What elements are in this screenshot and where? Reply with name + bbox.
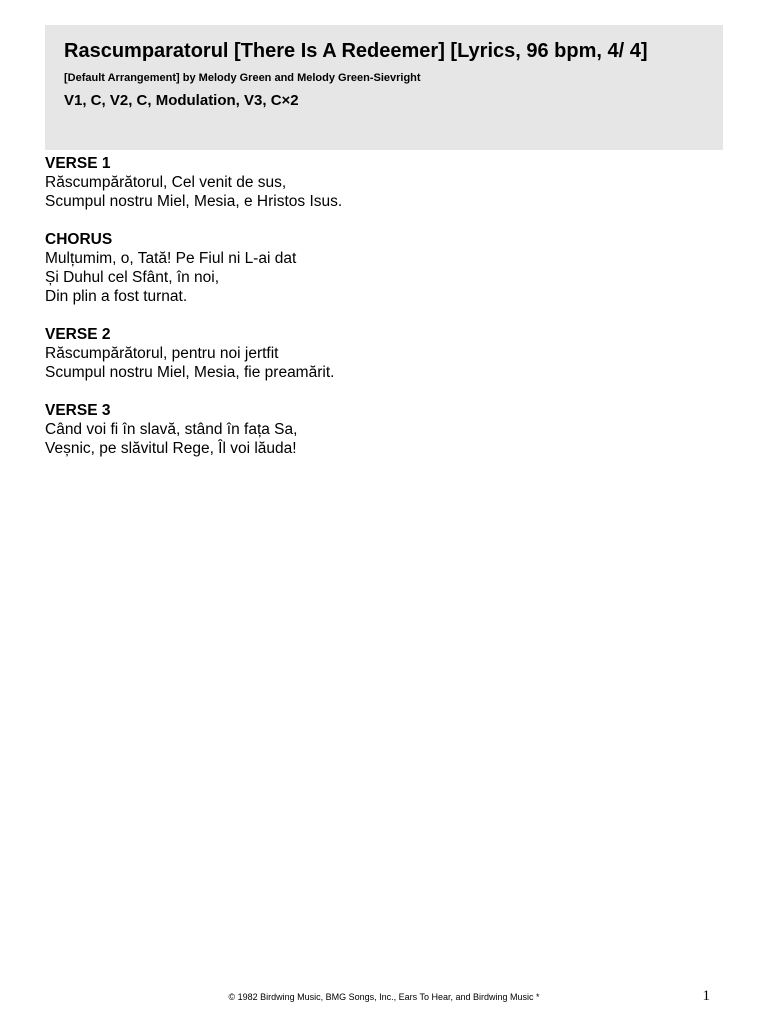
section-label: CHORUS (45, 231, 113, 248)
lyric-line: Scumpul nostru Miel, Mesia, fie preamărit. (45, 364, 335, 381)
lyric-line: Scumpul nostru Miel, Mesia, e Hristos Isus. (45, 193, 343, 210)
song-header (45, 25, 723, 150)
lyric-line: Din plin a fost turnat. (45, 288, 188, 305)
section-label: VERSE 2 (45, 326, 111, 343)
section-verse-2 (45, 325, 725, 382)
section-label: VERSE 1 (45, 155, 111, 172)
lyric-line: Răscumpărătorul, Cel venit de sus, (45, 174, 287, 191)
lyric-line: Răscumpărătorul, pentru noi jertfit (45, 345, 279, 362)
lyric-line: Mulțumim, o, Tată! Pe Fiul ni L-ai dat (45, 250, 297, 267)
lyric-line: Și Duhul cel Sfânt, în noi, (45, 269, 220, 286)
copyright-notice: © 1982 Birdwing Music, BMG Songs, Inc., Ears To Hear, and Birdwing Music * (228, 992, 540, 1002)
section-label: VERSE 3 (45, 402, 111, 419)
lyric-line: Veșnic, pe slăvitul Rege, Îl voi lăuda! (45, 440, 297, 457)
section-verse-1 (45, 154, 725, 211)
section-verse-3 (45, 401, 725, 458)
song-title: Rascumparatorul [There Is A Redeemer] [Lyrics, 96 bpm, 4/ 4] (64, 40, 648, 62)
section-chorus (45, 230, 725, 306)
lyrics-body (45, 154, 725, 477)
lyric-line: Când voi fi în slavă, stând în fața Sa, (45, 421, 298, 438)
page-number: 1 (702, 988, 710, 1004)
arrangement-credits: [Default Arrangement] by Melody Green and Melody Green-Sievright (64, 72, 421, 84)
song-sequence: V1, C, V2, C, Modulation, V3, C×2 (64, 92, 299, 109)
